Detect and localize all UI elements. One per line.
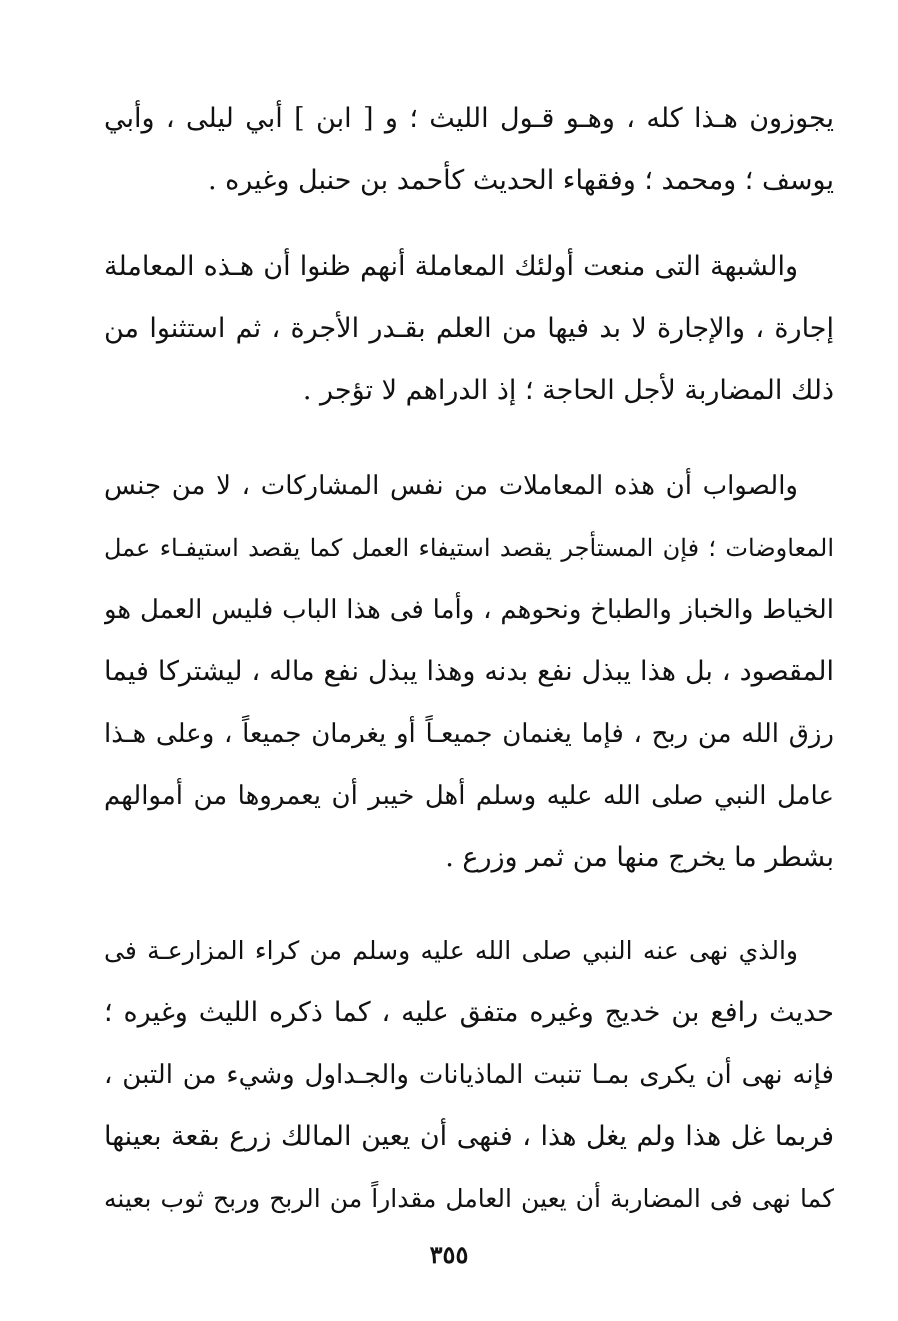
text-line: يجوزون هـذا كله ، وهـو قـول الليث ؛ و [ ابن ] أبي ليلى ، وأبي (104, 103, 834, 134)
text-line: المعاوضات ؛ فإن المستأجر يقصد استيفاء العمل كما يقصد استيفـاء عمل (104, 534, 834, 562)
text-line: إجارة ، والإجارة لا بد فيها من العلم بقـدر الأجرة ، ثم استثنوا من (104, 313, 834, 344)
text-line: بشطر ما يخرج منها من ثمر وزرع . (445, 842, 834, 873)
paragraph-3 (104, 455, 834, 889)
text-line: عامل النبي صلى الله عليه وسلم أهل خيبر أن يعمروها من أموالهم (104, 781, 834, 811)
text-line: والذي نهى عنه النبي صلى الله عليه وسلم من كراء المزارعـة فى (104, 936, 798, 965)
paragraph-1 (104, 88, 834, 212)
text-line: الخياط والخباز والطباخ ونحوهم ، وأما فى هذا الباب فليس العمل هو (104, 595, 834, 625)
paragraph-4 (104, 920, 834, 1230)
text-line: يوسف ؛ ومحمد ؛ وفقهاء الحديث كأحمد بن حنبل وغيره . (207, 165, 834, 196)
text-line: حديث رافع بن خديج وغيره متفق عليه ، كما ذكره الليث وغيره ؛ (104, 997, 834, 1028)
text-line: فربما غل هذا ولم يغل هذا ، فنهى أن يعين المالك زرع بقعة بعينها (104, 1121, 834, 1152)
text-line: المقصود ، بل هذا يبذل نفع بدنه وهذا يبذل نفع ماله ، ليشتركا فيما (104, 656, 834, 687)
text-line: رزق الله من ربح ، فإما يغنمان جميعـاً أو يغرمان جميعاً ، وعلى هـذا (104, 719, 834, 749)
paragraph-2 (104, 236, 834, 422)
text-line: ذلك المضاربة لأجل الحاجة ؛ إذ الدراهم لا تؤجر . (302, 375, 834, 406)
text-line: والصواب أن هذه المعاملات من نفس المشاركات ، لا من جنس (104, 471, 798, 501)
page-number: ٣٥٥ (429, 1240, 469, 1269)
text-line: فإنه نهى أن يكرى بمـا تنبت الماذيانات والجـداول وشيء من التبن ، (104, 1060, 834, 1090)
text-line: كما نهى فى المضاربة أن يعين العامل مقداراً من الربح وربح ثوب بعينه (104, 1184, 834, 1213)
text-line: والشبهة التى منعت أولئك المعاملة أنهم ظنوا أن هـذه المعاملة (104, 251, 798, 282)
